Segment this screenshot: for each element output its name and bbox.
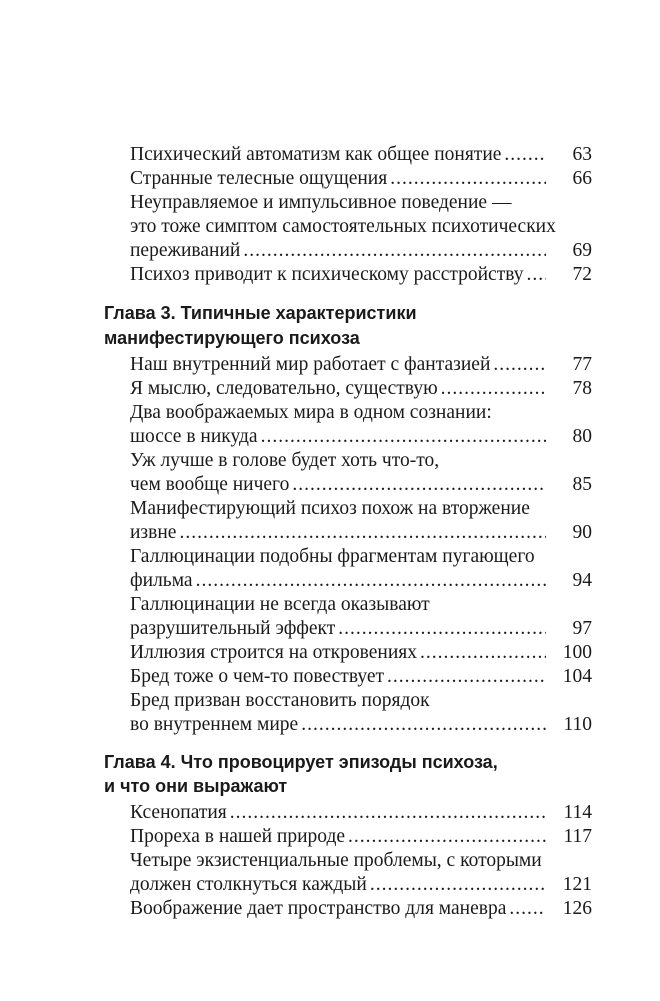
chapter-heading[interactable]: Глава 4. Что провоцирует эпизоды психоза, xyxy=(104,752,498,772)
entry-title: Бред тоже о чем-то повествует xyxy=(130,666,385,687)
leader-dots xyxy=(370,873,546,897)
entry-title-line: Галлюцинации подобны фрагментам пугающего xyxy=(130,546,535,567)
chapter-heading[interactable]: Глава 3. Типичные характеристики xyxy=(104,303,417,323)
entry-page: 90 xyxy=(572,522,592,543)
entry-title: чем вообще ничего xyxy=(130,474,290,495)
entry-title: Ксенопатия xyxy=(130,802,227,823)
entry-page: 100 xyxy=(562,642,592,663)
leader-dots xyxy=(493,353,546,377)
leader-dots xyxy=(504,143,546,167)
leader-dots xyxy=(243,239,546,263)
entry-title: во внутреннем мире xyxy=(130,714,299,735)
entry-title: Психический автоматизм как общее понятие xyxy=(130,144,502,165)
entry-page: 69 xyxy=(572,240,592,261)
toc-entry[interactable] xyxy=(130,665,592,689)
toc-entry[interactable] xyxy=(130,801,592,825)
entry-title: Странные телесные ощущения xyxy=(130,168,388,189)
leader-dots xyxy=(420,641,546,665)
toc-entry[interactable] xyxy=(130,473,592,497)
leader-dots xyxy=(338,617,546,641)
entry-title: Наш внутренний мир работает с фантазией xyxy=(130,354,491,375)
leader-dots xyxy=(261,425,546,449)
leader-dots xyxy=(196,569,546,593)
leader-dots xyxy=(292,473,546,497)
toc-entry[interactable] xyxy=(130,377,592,401)
toc-entry[interactable] xyxy=(130,617,592,641)
toc-entry[interactable] xyxy=(130,521,592,545)
entry-title: Психоз приводит к психическому расстройству xyxy=(130,264,524,285)
entry-title: Я мыслю, следовательно, существую xyxy=(130,378,438,399)
entry-page: 72 xyxy=(572,264,592,285)
toc-entry[interactable] xyxy=(130,569,592,593)
entry-title-line: Неуправляемое и импульсивное поведение — xyxy=(130,192,512,213)
entry-title: разрушительный эффект xyxy=(130,618,336,639)
toc-entry[interactable] xyxy=(130,825,592,849)
entry-title: Воображение дает пространство для маневра xyxy=(130,898,507,919)
toc-entry[interactable] xyxy=(130,143,592,167)
toc-entry[interactable] xyxy=(130,263,592,287)
leader-dots xyxy=(301,713,546,737)
leader-dots xyxy=(390,167,546,191)
entry-title-line: Четыре экзистенциальные проблемы, с которыми xyxy=(130,850,542,871)
entry-page: 110 xyxy=(563,714,592,735)
entry-title-line: это тоже симптом самостоятельных психотических xyxy=(130,216,556,237)
leader-dots xyxy=(527,263,546,287)
entry-title: Прореха в нашей природе xyxy=(130,826,346,847)
entry-title: переживаний xyxy=(130,240,241,261)
entry-title-line: Два воображаемых мира в одном сознании: xyxy=(130,402,492,423)
leader-dots xyxy=(509,897,546,921)
leader-dots xyxy=(387,665,546,689)
entry-page: 97 xyxy=(572,618,592,639)
leader-dots xyxy=(441,377,546,401)
entry-title-line: Галлюцинации не всегда оказывают xyxy=(130,594,430,615)
entry-page: 121 xyxy=(562,874,592,895)
leader-dots xyxy=(348,825,546,849)
entry-page: 78 xyxy=(572,378,592,399)
toc-entry[interactable] xyxy=(130,425,592,449)
toc-entry[interactable] xyxy=(130,353,592,377)
entry-title: фильма xyxy=(130,570,193,591)
entry-title-line: Уж лучше в голове будет хоть что-то, xyxy=(130,450,440,471)
entry-page: 94 xyxy=(572,570,592,591)
toc-entry[interactable] xyxy=(130,167,592,191)
toc-entry[interactable] xyxy=(130,641,592,665)
entry-page: 114 xyxy=(563,802,592,823)
entry-page: 63 xyxy=(572,144,592,165)
entry-page: 85 xyxy=(572,474,592,495)
toc-entry[interactable] xyxy=(130,897,592,921)
entry-page: 117 xyxy=(563,826,592,847)
entry-title: должен столкнуться каждый xyxy=(130,874,367,895)
toc-entry[interactable] xyxy=(130,713,592,737)
entry-title-line: Манифестирующий психоз похож на вторжение xyxy=(130,498,530,519)
entry-title: извне xyxy=(130,522,177,543)
entry-page: 80 xyxy=(572,426,592,447)
entry-page: 77 xyxy=(572,354,592,375)
entry-title-line: Бред призван восстановить порядок xyxy=(130,690,430,711)
leader-dots xyxy=(179,521,546,545)
entry-page: 126 xyxy=(562,898,592,919)
chapter-heading[interactable]: и что они выражают xyxy=(104,776,288,796)
entry-title: шоссе в никуда xyxy=(130,426,258,447)
entry-title: Иллюзия строится на откровениях xyxy=(130,642,417,663)
leader-dots xyxy=(230,801,546,825)
chapter-heading[interactable]: манифестирующего психоза xyxy=(104,328,360,348)
toc-entry[interactable] xyxy=(130,239,592,263)
toc-entry[interactable] xyxy=(130,873,592,897)
entry-page: 66 xyxy=(572,168,592,189)
entry-page: 104 xyxy=(562,666,592,687)
